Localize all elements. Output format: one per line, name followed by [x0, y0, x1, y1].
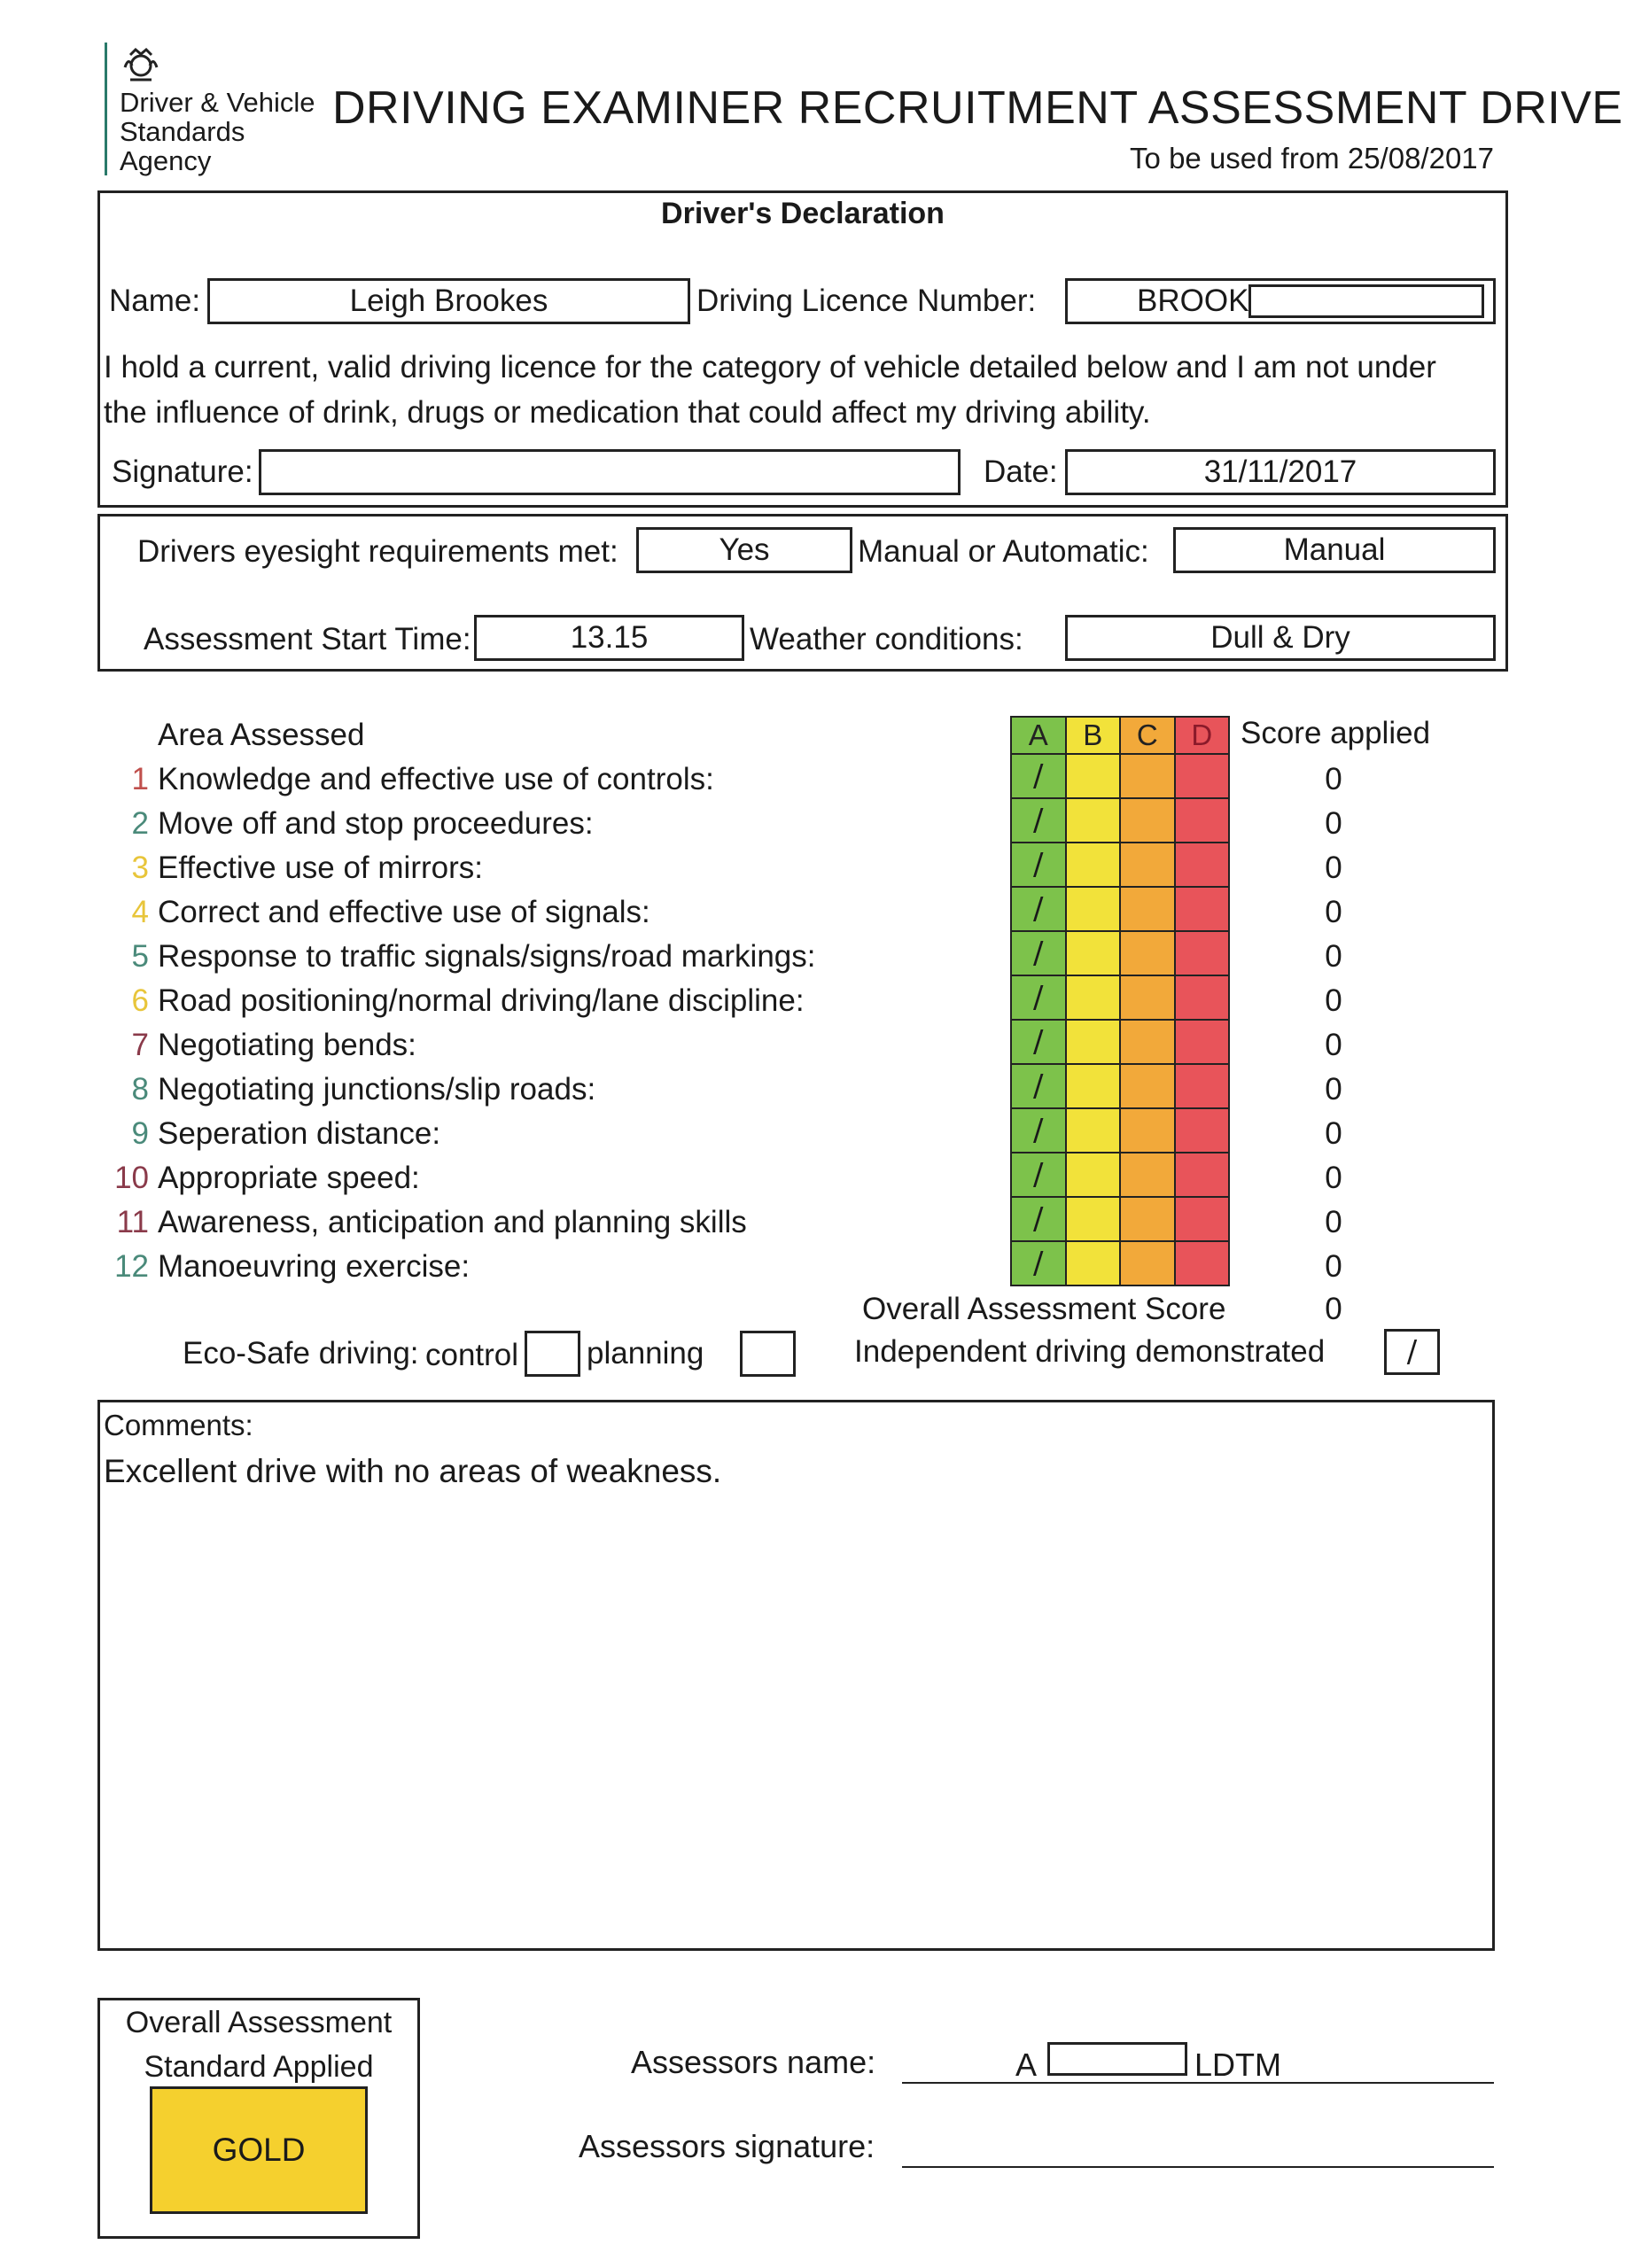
standard-label-line1: Overall Assessment: [125, 2006, 393, 2039]
row-label-8: Negotiating junctions/slip roads:: [158, 1072, 596, 1107]
grade-cell-11-a[interactable]: /: [1010, 1196, 1067, 1242]
page-title: DRIVING EXAMINER RECRUITMENT ASSESSMENT DRIVE: [332, 82, 1623, 134]
row-score-4: 0: [1325, 895, 1342, 929]
row-score-5: 0: [1325, 939, 1342, 974]
grade-cell-11-d[interactable]: [1174, 1196, 1231, 1242]
assessor-signature-line[interactable]: [902, 2166, 1494, 2168]
grade-cell-3-b[interactable]: [1065, 842, 1122, 888]
standard-label-line2: Standard Applied: [144, 2050, 374, 2084]
page-subtitle: To be used from 25/08/2017: [1130, 142, 1494, 175]
grade-cell-6-d[interactable]: [1174, 975, 1231, 1021]
eco-planning-checkbox[interactable]: [740, 1331, 796, 1377]
row-number-1: 1: [131, 762, 149, 796]
grade-cell-10-c[interactable]: [1119, 1152, 1176, 1198]
assessor-signature-label: Assessors signature:: [579, 2128, 875, 2164]
grade-cell-9-d[interactable]: [1174, 1107, 1231, 1153]
declaration-statement-line1: I hold a current, valid driving licence for the category of vehicle detailed below and I am not under: [104, 350, 1436, 384]
row-label-12: Manoeuvring exercise:: [158, 1249, 471, 1284]
grade-header-a: A: [1010, 716, 1067, 755]
overall-score-value: 0: [1325, 1292, 1342, 1326]
assessor-name-suffix: LDTM: [1194, 2047, 1281, 2083]
row-score-1: 0: [1325, 762, 1342, 796]
grade-cell-1-d[interactable]: [1174, 753, 1231, 799]
row-score-8: 0: [1325, 1072, 1342, 1107]
grade-cell-6-a[interactable]: /: [1010, 975, 1067, 1021]
grade-header-d: D: [1174, 716, 1231, 755]
grade-cell-12-c[interactable]: [1119, 1240, 1176, 1286]
transmission-field[interactable]: Manual: [1173, 527, 1496, 573]
grade-cell-8-b[interactable]: [1065, 1063, 1122, 1109]
grade-cell-5-a[interactable]: /: [1010, 930, 1067, 976]
row-score-11: 0: [1325, 1205, 1342, 1239]
independent-driving-checkbox[interactable]: /: [1384, 1329, 1440, 1375]
grade-cell-7-c[interactable]: [1119, 1019, 1176, 1065]
grade-cell-12-a[interactable]: /: [1010, 1240, 1067, 1286]
licence-label: Driving Licence Number:: [696, 284, 1037, 318]
grade-cell-12-d[interactable]: [1174, 1240, 1231, 1286]
row-label-2: Move off and stop proceedures:: [158, 806, 594, 841]
row-score-3: 0: [1325, 850, 1342, 885]
row-score-2: 0: [1325, 806, 1342, 841]
start-time-field[interactable]: 13.15: [474, 615, 744, 661]
grade-cell-12-b[interactable]: [1065, 1240, 1122, 1286]
overall-score-label: Overall Assessment Score: [862, 1292, 1226, 1326]
row-label-4: Correct and effective use of signals:: [158, 895, 650, 929]
royal-crest-icon: [121, 46, 160, 83]
name-field[interactable]: Leigh Brookes: [207, 278, 690, 324]
signature-field[interactable]: [259, 449, 961, 495]
grade-cell-4-d[interactable]: [1174, 886, 1231, 932]
weather-label: Weather conditions:: [750, 622, 1023, 656]
row-number-10: 10: [114, 1161, 149, 1195]
grade-cell-10-b[interactable]: [1065, 1152, 1122, 1198]
grade-cell-5-b[interactable]: [1065, 930, 1122, 976]
grade-cell-10-a[interactable]: /: [1010, 1152, 1067, 1198]
row-number-4: 4: [131, 895, 149, 929]
eco-control-checkbox[interactable]: [525, 1331, 580, 1377]
eyesight-field[interactable]: Yes: [636, 527, 852, 573]
row-label-5: Response to traffic signals/signs/road markings:: [158, 939, 816, 974]
transmission-label: Manual or Automatic:: [858, 534, 1149, 569]
row-number-8: 8: [131, 1072, 149, 1107]
grade-cell-2-c[interactable]: [1119, 797, 1176, 843]
weather-field[interactable]: Dull & Dry: [1065, 615, 1496, 661]
row-label-9: Seperation distance:: [158, 1116, 441, 1151]
eco-planning-label: planning: [587, 1336, 704, 1371]
row-score-6: 0: [1325, 983, 1342, 1018]
eco-control-label: control: [425, 1338, 519, 1372]
grade-cell-3-d[interactable]: [1174, 842, 1231, 888]
grade-cell-6-c[interactable]: [1119, 975, 1176, 1021]
name-label: Name:: [109, 284, 201, 318]
assessor-name-label: Assessors name:: [631, 2044, 876, 2080]
grade-header-b: B: [1065, 716, 1122, 755]
agency-name-line2: Standards: [120, 116, 245, 147]
grade-cell-7-d[interactable]: [1174, 1019, 1231, 1065]
declaration-heading: Driver's Declaration: [661, 197, 945, 230]
row-label-3: Effective use of mirrors:: [158, 850, 483, 885]
date-label: Date:: [984, 454, 1058, 489]
grade-cell-5-d[interactable]: [1174, 930, 1231, 976]
row-number-6: 6: [131, 983, 149, 1018]
comments-label: Comments:: [104, 1409, 253, 1441]
declaration-statement-line2: the influence of drink, drugs or medication that could affect my driving ability.: [104, 395, 1151, 430]
score-applied-heading: Score applied: [1241, 716, 1431, 750]
grade-cell-1-a[interactable]: /: [1010, 753, 1067, 799]
grade-cell-9-c[interactable]: [1119, 1107, 1176, 1153]
independent-driving-label: Independent driving demonstrated: [854, 1334, 1326, 1369]
grade-cell-4-c[interactable]: [1119, 886, 1176, 932]
eco-safe-label: Eco-Safe driving:: [183, 1336, 419, 1371]
grade-cell-6-b[interactable]: [1065, 975, 1122, 1021]
grade-cell-3-c[interactable]: [1119, 842, 1176, 888]
grade-cell-4-a[interactable]: /: [1010, 886, 1067, 932]
row-number-7: 7: [131, 1028, 149, 1062]
row-score-12: 0: [1325, 1249, 1342, 1284]
grade-header-c: C: [1119, 716, 1176, 755]
eyesight-label: Drivers eyesight requirements met:: [137, 534, 618, 569]
agency-name-line3: Agency: [120, 145, 212, 176]
grade-cell-1-c[interactable]: [1119, 753, 1176, 799]
grade-cell-9-a[interactable]: /: [1010, 1107, 1067, 1153]
grade-cell-2-a[interactable]: /: [1010, 797, 1067, 843]
row-label-1: Knowledge and effective use of controls:: [158, 762, 714, 796]
grade-grid: [1010, 716, 1228, 1288]
grade-cell-2-d[interactable]: [1174, 797, 1231, 843]
row-number-11: 11: [116, 1205, 149, 1239]
grade-cell-7-b[interactable]: [1065, 1019, 1122, 1065]
grade-cell-11-b[interactable]: [1065, 1196, 1122, 1242]
row-label-7: Negotiating bends:: [158, 1028, 416, 1062]
comments-text[interactable]: Excellent drive with no areas of weakness.: [104, 1453, 722, 1489]
row-label-10: Appropriate speed:: [158, 1161, 420, 1195]
grade-cell-7-a[interactable]: /: [1010, 1019, 1067, 1065]
row-score-9: 0: [1325, 1116, 1342, 1151]
grade-cell-5-c[interactable]: [1119, 930, 1176, 976]
assessor-name-redacted-block: [1047, 2042, 1187, 2076]
date-field[interactable]: 31/11/2017: [1065, 449, 1496, 495]
grade-cell-11-c[interactable]: [1119, 1196, 1176, 1242]
area-assessed-heading: Area Assessed: [158, 718, 365, 752]
agency-logo: [105, 43, 320, 175]
row-label-6: Road positioning/normal driving/lane discipline:: [158, 983, 805, 1018]
assessor-name-prefix: A: [1015, 2047, 1038, 2083]
start-time-label: Assessment Start Time:: [144, 622, 471, 656]
agency-name-line1: Driver & Vehicle: [120, 87, 315, 118]
row-score-7: 0: [1325, 1028, 1342, 1062]
row-number-9: 9: [131, 1116, 149, 1151]
grade-cell-8-c[interactable]: [1119, 1063, 1176, 1109]
grade-cell-3-a[interactable]: /: [1010, 842, 1067, 888]
signature-label: Signature:: [112, 454, 253, 489]
grade-cell-1-b[interactable]: [1065, 753, 1122, 799]
licence-redacted-block: [1248, 284, 1484, 318]
licence-value: BROOK: [1137, 284, 1249, 318]
grade-cell-2-b[interactable]: [1065, 797, 1122, 843]
row-number-5: 5: [131, 939, 149, 974]
grade-cell-4-b[interactable]: [1065, 886, 1122, 932]
row-label-11: Awareness, anticipation and planning skills: [158, 1205, 747, 1239]
grade-cell-9-b[interactable]: [1065, 1107, 1122, 1153]
standard-value-badge: GOLD: [150, 2086, 368, 2214]
row-number-12: 12: [114, 1249, 149, 1284]
row-score-10: 0: [1325, 1161, 1342, 1195]
grade-cell-8-d[interactable]: [1174, 1063, 1231, 1109]
licence-field[interactable]: [1065, 278, 1496, 324]
row-number-2: 2: [131, 806, 149, 841]
grade-cell-8-a[interactable]: /: [1010, 1063, 1067, 1109]
grade-cell-10-d[interactable]: [1174, 1152, 1231, 1198]
row-number-3: 3: [131, 850, 149, 885]
